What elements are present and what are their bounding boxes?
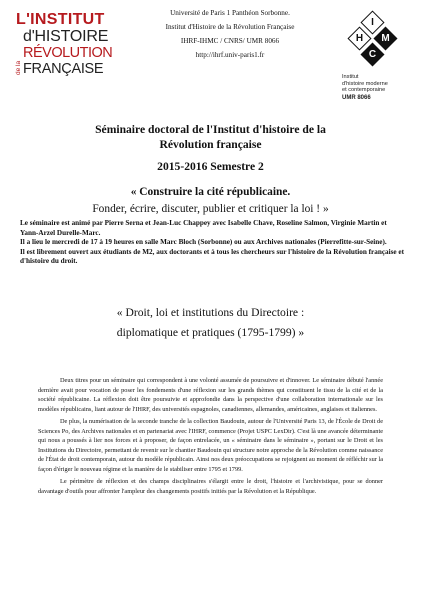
body-paragraph: Le périmètre de réflexion et des champs disciplinaires s'élargit entre le droit, l'histoire et l'archivistique, pour se donner davantage d'outils pour affronter l'ampleur des changements positifs initiés par la Révolution et la République. [38, 478, 383, 495]
info-schedule: Il a lieu le mercredi de 17 à 19 heures en salle Marc Bloch (Sorbonne) ou aux Archives nationales (Pierrefitte-sur-Seine). [20, 238, 387, 247]
logo-line-francaise: FRANÇAISE [23, 61, 104, 77]
logo-diamond-m: M [373, 26, 397, 50]
ihmc-label: Institut d'histoire moderne et contemporaine UMR 8066 [342, 74, 388, 101]
body-paragraph: De plus, la numérisation de la seconde tranche de la collection Baudouin, autour de l'Université Paris 13, de l'École de Droit de Sciences Po, des Archives nationales et en partenariat avec l'IHRF, commence (Projet USPC LexDir). C'est là une avancée déterminante qui nous a poussés à lier nos forces et à proposer, de façon entrelacée, un « séminaire dans le séminaire », portant sur le Droit et les Institutions du Directoire, permettant de revenir sur le chantier Baudouin qui structure notre approche de la Révolution comme naissance de l'État de droit contemporain, autour du modèle républicain. Ainsi nos deux préoccupations se rejoignent au moment de réfléchir sur la façon d'ériger le nouveau régime et la manière de le stabiliser entre 1795 et 1799. [38, 418, 383, 473]
logo-diamond-c: C [360, 42, 384, 66]
body-paragraph: Deux titres pour un séminaire qui correspondent à une volonté assumée de poursuivre et d'innover. Le séminaire débuté l'année dernière avait pour vocation de poser les fondements d'une réflexion sur les grands thèmes qui constituent le tissu de la cité et de la société républicaine. La réflexion doit être poursuivie et approfondie dans la perspective d'une collaboration internationale sur les modèles républicains, liant autour de l'IHRF, des universités espagnoles, canadiennes, allemandes, américaines, anglaises et italiennes. [38, 377, 383, 413]
logo-line-revolution: RÉVOLUTION [23, 45, 113, 61]
logo-diamond-i: I [360, 10, 384, 34]
page-title: Séminaire doctoral de l'Institut d'histoire de la Révolution française [95, 123, 326, 151]
lab-identifier: IHRF-IHMC / CNRS/ UMR 8066 [180, 37, 280, 45]
logo-line-histoire: d'HISTOIRE [23, 28, 109, 45]
ihmc-logo [340, 12, 410, 112]
semester-label: 2015-2016 Semestre 2 [157, 160, 264, 173]
seminar-info [20, 219, 405, 267]
info-organizers: Le séminaire est animé par Pierre Serna et Jean-Luc Chappey avec Isabelle Chave, Roseline Salmon, Virginie Martin et Yann-Arzel Durelle-Marc. [20, 219, 387, 237]
session-subtitle: « Droit, loi et institutions du Directoire : diplomatique et pratiques (1795-1799) » [116, 306, 305, 339]
ihrf-logo [16, 11, 124, 79]
seminar-theme: « Construire la cité républicaine. Fonder, écrire, discuter, publier et critiquer la loi ! » [92, 186, 329, 215]
logo-vertical-text: de la [15, 60, 22, 75]
university-name: Université de Paris 1 Panthéon Sorbonne. [170, 9, 290, 17]
info-audience: Il est librement ouvert aux étudiants de M2, aux doctorants et à tous les chercheurs sur l'histoire de la Révolution française et d'histoire du droit. [20, 247, 404, 266]
institution-header [130, 10, 330, 66]
logo-diamond-h: H [347, 26, 371, 50]
institute-url: http://ihrf.univ-paris1.fr [195, 51, 265, 59]
logo-line-institut: L'INSTITUT [16, 11, 105, 28]
institute-name: Institut d'Histoire de la Révolution Française [165, 23, 295, 31]
body-text [38, 376, 383, 499]
